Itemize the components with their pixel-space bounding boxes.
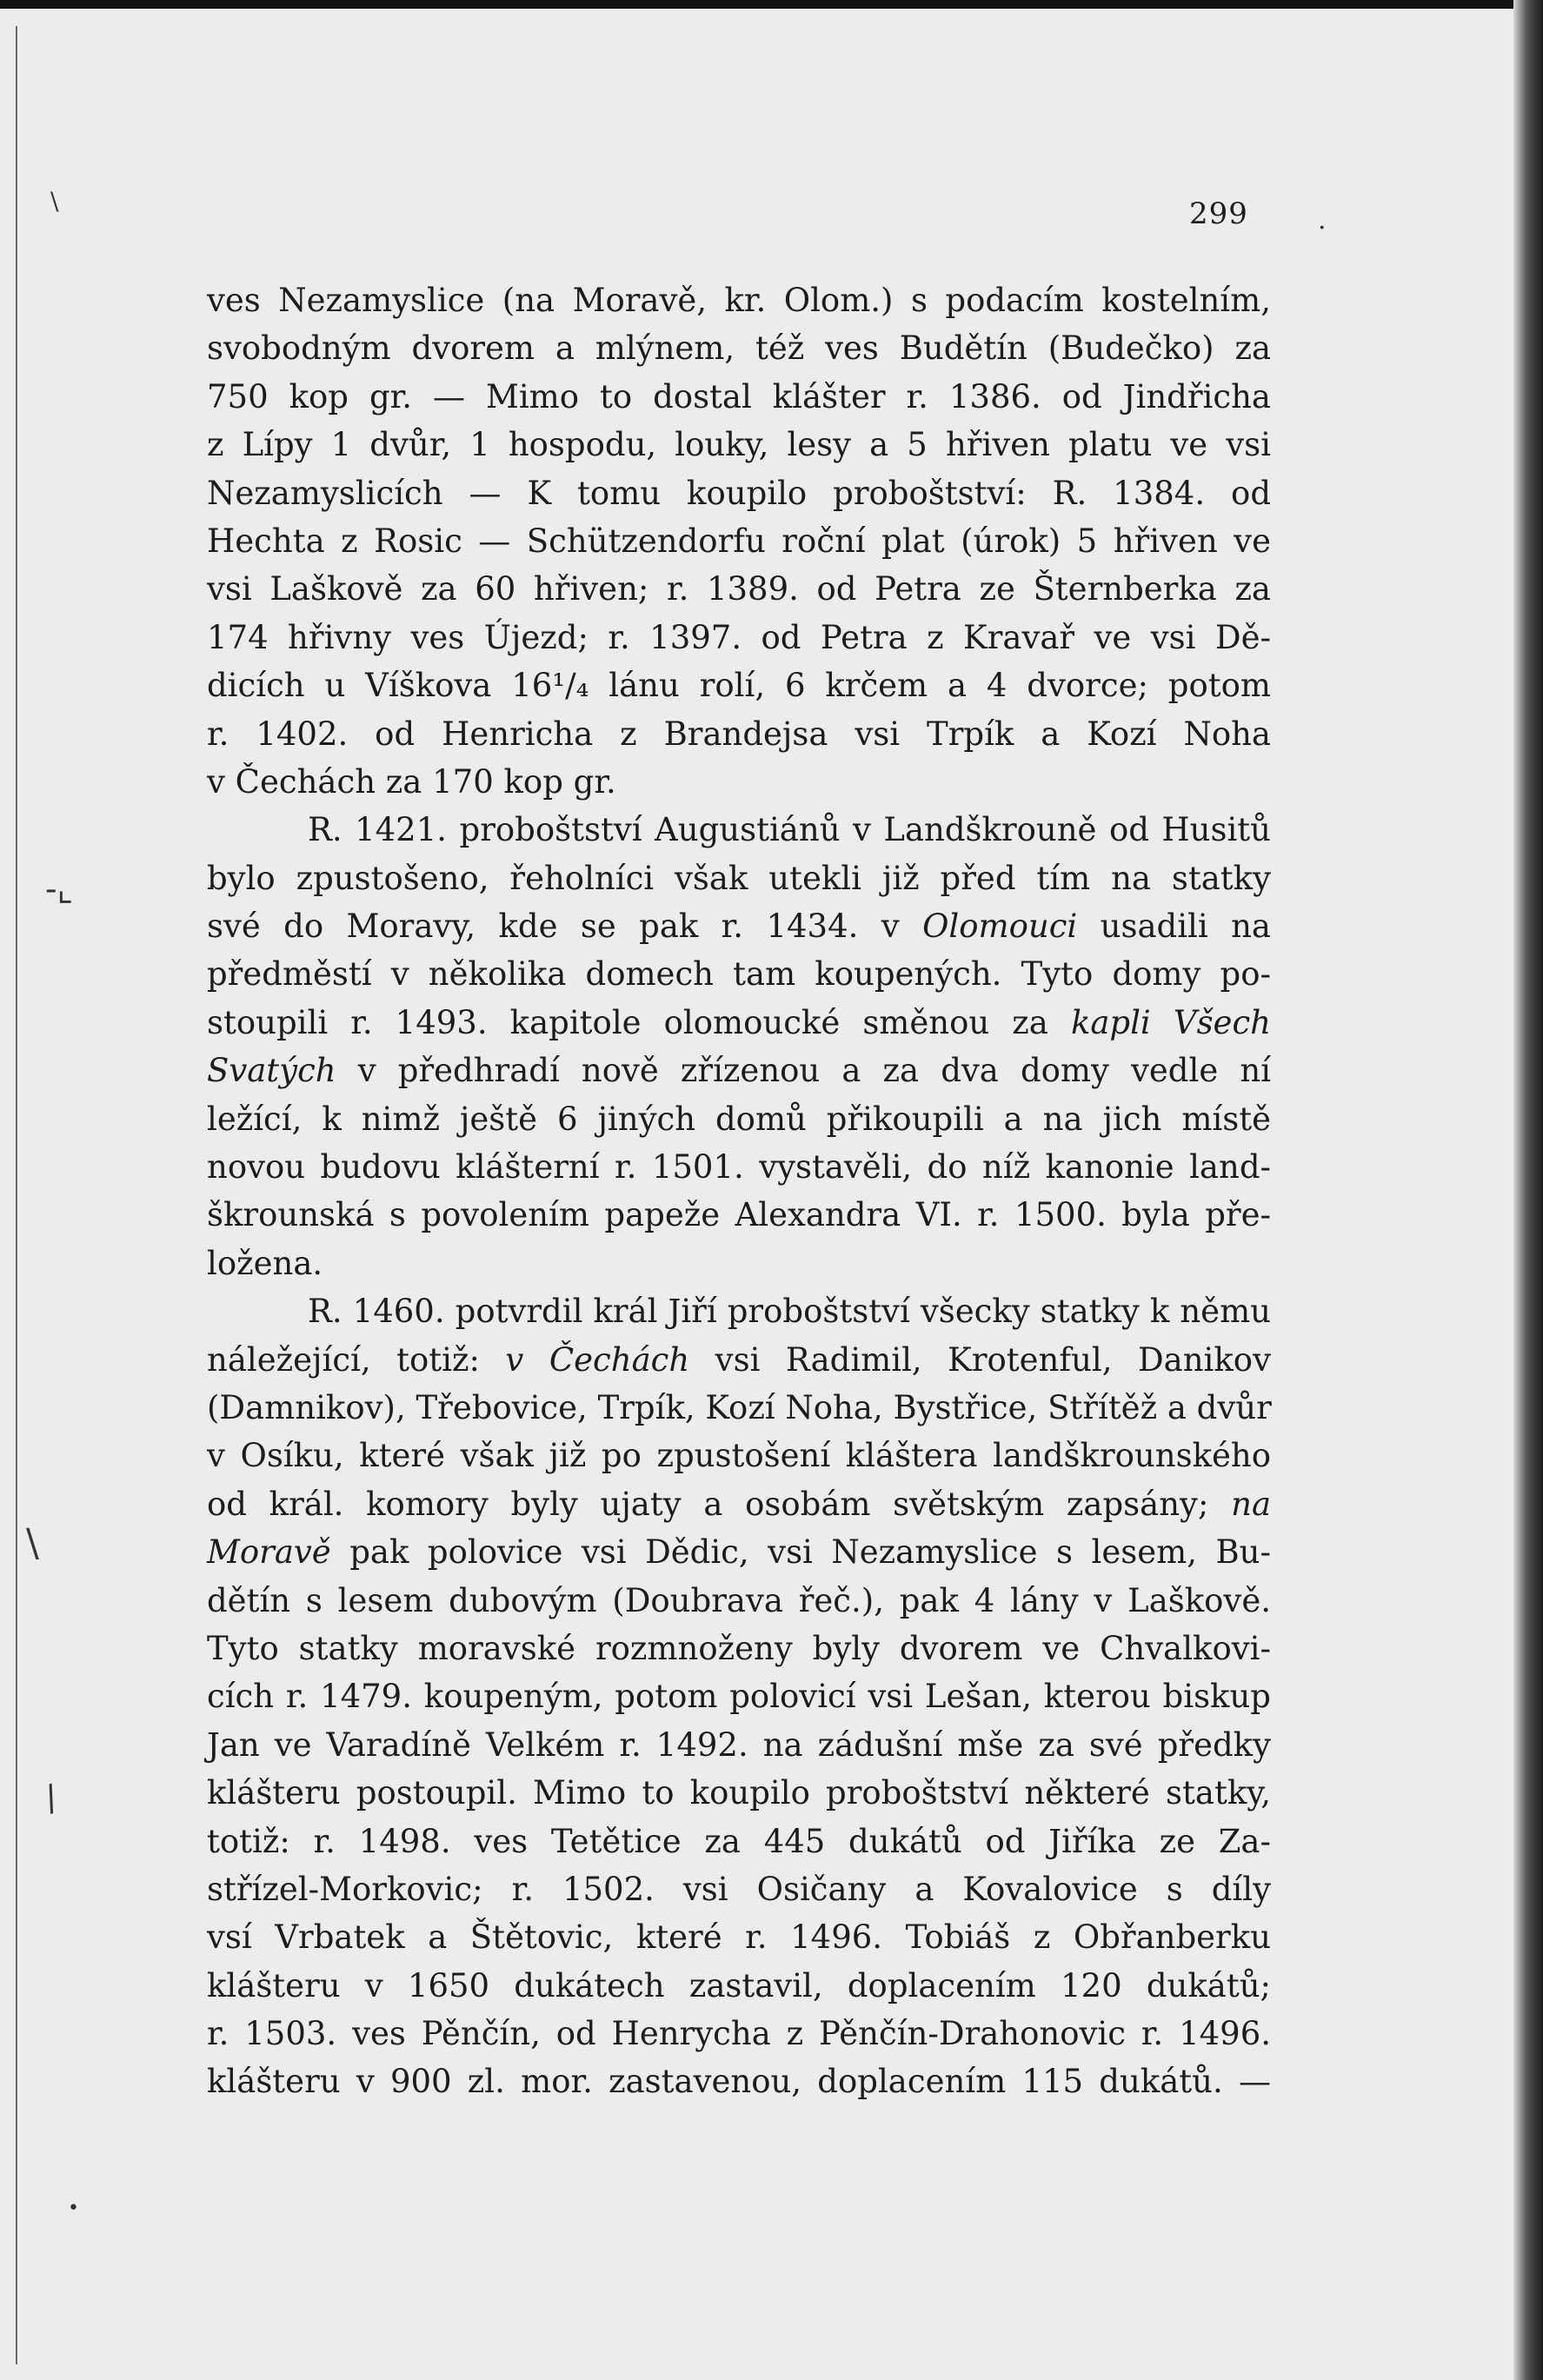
text-line: stoupili r. 1493. kapitole olomoucké směnou za kapli Všech [207,1003,1272,1041]
text-line: (Damnikov), Třebovice, Trpík, Kozí Noha, Bystřice, Střítěž a dvůr [207,1388,1272,1426]
text-line: klášteru postoupil. Mimo to koupilo proboštství některé statky, [207,1774,1271,1812]
text-line: totiž: r. 1498. ves Tetětice za 445 dukátů od Jiříka ze Za- [207,1822,1271,1860]
text-line: předměstí v několika domech tam koupených. Tyto domy po- [207,955,1271,994]
text-line: ležící, k nimž ještě 6 jiných domů přikoupili a na jich místě [207,1100,1271,1138]
scan-left-edge [16,26,17,2364]
text-line: škrounská s povolením papeže Alexandra VI. r. 1500. byla pře- [207,1196,1271,1234]
text-line: z Lípy 1 dvůr, 1 hospodu, louky, lesy a 5 hřiven platu ve vsi [207,426,1271,464]
text-line: Nezamyslicích — K tomu koupilo proboštství: R. 1384. od [207,474,1271,512]
paragraph-start-line: R. 1421. proboštství Augustiánů v Landškrouně od Husitů [308,811,1271,849]
text-line: od král. komory byly ujaty a osobám světským zapsány; na [207,1485,1271,1523]
page-number: 299 [1189,196,1248,231]
text-line: Jan ve Varadíně Velkém r. 1492. na zádušní mše za své předky [207,1725,1271,1764]
text-line: dicích u Víškova 16¹/₄ lánu rolí, 6 krčem a 4 dvorce; potom [207,667,1271,705]
text-line: vsí Vrbatek a Štětovic, které r. 1496. Tobiáš z Obřanberku [207,1918,1271,1957]
text-line: svobodným dvorem a mlýnem, též ves Budětín (Budečko) za [207,329,1271,368]
text-line: střízel-Morkovic; r. 1502. vsi Osičany a Kovalovice s díly [207,1870,1271,1908]
text-line: v Osíku, které však již po zpustošení kláštera landškrounského [207,1437,1271,1475]
text-line: své do Moravy, kde se pak r. 1434. v Olomouci usadili na [207,907,1271,946]
italic-place-name: na [1231,1485,1271,1523]
margin-mark: \ [26,1521,39,1566]
margin-mark: / [38,1778,63,1819]
scan-top-edge [0,0,1543,9]
text-line: cích r. 1479. koupeným, potom polovicí vsi Lešan, kterou biskup [207,1678,1271,1716]
text-line: Svatých v předhradí nově zřízenou a za dva domy vedle ní [207,1052,1271,1090]
text-line: vsi Laškově za 60 hřiven; r. 1389. od Petra ze Šternberka za [207,570,1271,608]
text-line: Hechta z Rosic — Schützendorfu roční plat (úrok) 5 hřiven ve [207,522,1271,560]
paragraph-start-line: R. 1460. potvrdil král Jiří proboštství všecky statky k němu [308,1293,1271,1331]
text-line: klášteru v 900 zl. mor. zastavenou, doplacením 115 dukátů. — [207,2063,1271,2101]
body-text [207,276,1271,2106]
text-line: 174 hřivny ves Újezd; r. 1397. od Petra z Kravař ve vsi Dě- [207,618,1271,656]
italic-place-name: Olomouci [922,907,1078,946]
text-line: ložena. [207,1244,323,1282]
text-line: r. 1402. od Henricha z Brandejsa vsi Trpík a Kozí Noha [207,715,1271,753]
margin-mark: . [1318,205,1327,236]
text-line: 750 kop gr. — Mimo to dostal klášter r. 1386. od Jindřicha [207,377,1271,416]
text-line: klášteru v 1650 dukátech zastavil, doplacením 120 dukátů; [207,1966,1271,2004]
text-line: novou budovu klášterní r. 1501. vystavěli, do níž kanonie land- [207,1148,1271,1187]
margin-mark: • [68,2197,79,2219]
margin-mark: -⌞ [45,869,74,909]
text-line: ves Nezamyslice (na Moravě, kr. Olom.) s podacím kostelním, [207,282,1271,319]
text-line: náležející, totiž: v Čechách vsi Radimil, Krotenful, Danikov [207,1340,1271,1379]
text-line: r. 1503. ves Pěnčín, od Henrycha z Pěnčín-Drahonovic r. 1496. [207,2015,1271,2053]
text-line: Moravě pak polovice vsi Dědic, vsi Nezamyslice s lesem, Bu- [207,1533,1271,1572]
italic-place-name: Moravě [207,1533,331,1572]
text-line: dětín s lesem dubovým (Doubrava řeč.), pak 4 lány v Laškově. [207,1581,1271,1619]
text-line: Tyto statky moravské rozmnoženy byly dvorem ve Chvalkovi- [207,1629,1271,1667]
margin-mark: \ [50,187,59,216]
italic-place-name: Svatých [207,1052,336,1090]
scan-right-edge [1513,0,1543,2380]
italic-place-name: kapli Všech [1070,1003,1272,1041]
text-line: v Čechách za 170 kop gr. [207,762,616,801]
text-line: bylo zpustošeno, řeholníci však utekli již před tím na statky [207,859,1271,897]
italic-place-name: v Čechách [505,1340,690,1379]
